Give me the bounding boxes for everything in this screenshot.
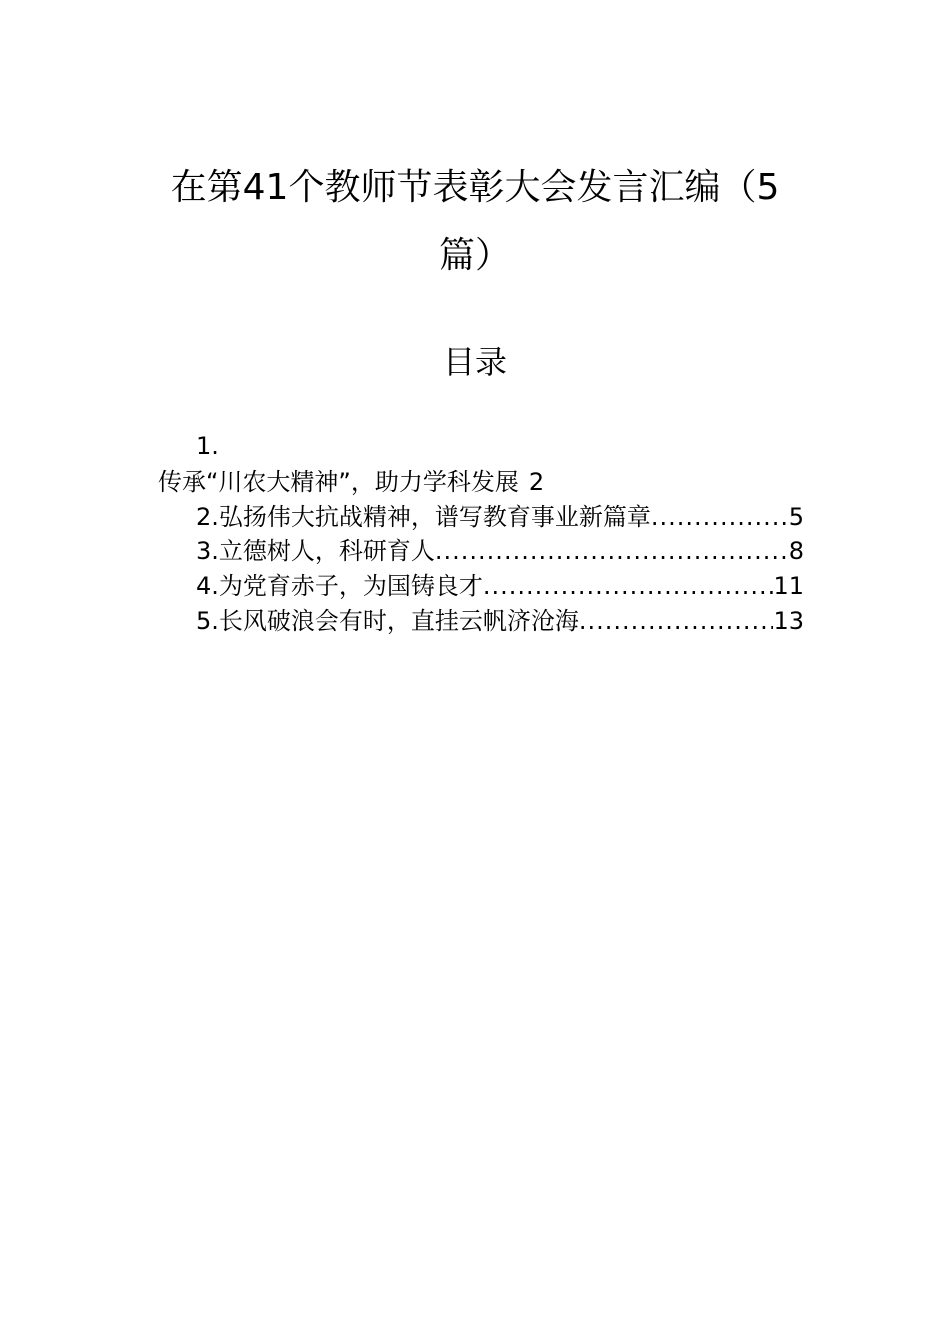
toc-entry-4-label: 4.为党育赤子，为国铸良才 bbox=[196, 572, 483, 600]
document-title-line-2: 篇） bbox=[438, 235, 511, 276]
toc-entry-2-page: 5 bbox=[788, 503, 804, 531]
toc-leader-dots bbox=[483, 570, 774, 602]
toc-entry-4[interactable] bbox=[196, 570, 804, 602]
toc-entry-2-label: 2.弘扬伟大抗战精神，谱写教育事业新篇章 bbox=[196, 503, 651, 531]
toc-entry-3[interactable] bbox=[196, 535, 804, 567]
toc-entry-3-page: 8 bbox=[788, 537, 804, 565]
toc-entry-1[interactable] bbox=[158, 466, 544, 498]
toc-entry-3-label: 3.立德树人，科研育人 bbox=[196, 537, 435, 565]
toc-entry-4-page: 11 bbox=[773, 572, 804, 600]
toc-entry-1-number: 1. bbox=[196, 432, 219, 460]
toc-entry-2[interactable] bbox=[196, 501, 804, 533]
toc-heading: 目录 bbox=[442, 343, 507, 381]
toc-entry-5-label: 5.长风破浪会有时，直挂云帆济沧海 bbox=[196, 607, 579, 635]
toc-entry-1-label: 传承“川农大精神”，助力学科发展 bbox=[158, 468, 519, 496]
toc-leader-dots bbox=[435, 535, 789, 567]
toc-leader-dots bbox=[579, 605, 774, 637]
toc-entry-5[interactable] bbox=[196, 605, 804, 637]
toc-entry-1-page: 2 bbox=[528, 468, 545, 496]
toc-leader-dots bbox=[651, 501, 789, 533]
document-title-line-1: 在第41个教师节表彰大会发言汇编（5 bbox=[170, 167, 780, 208]
toc-entry-5-page: 13 bbox=[773, 607, 804, 635]
